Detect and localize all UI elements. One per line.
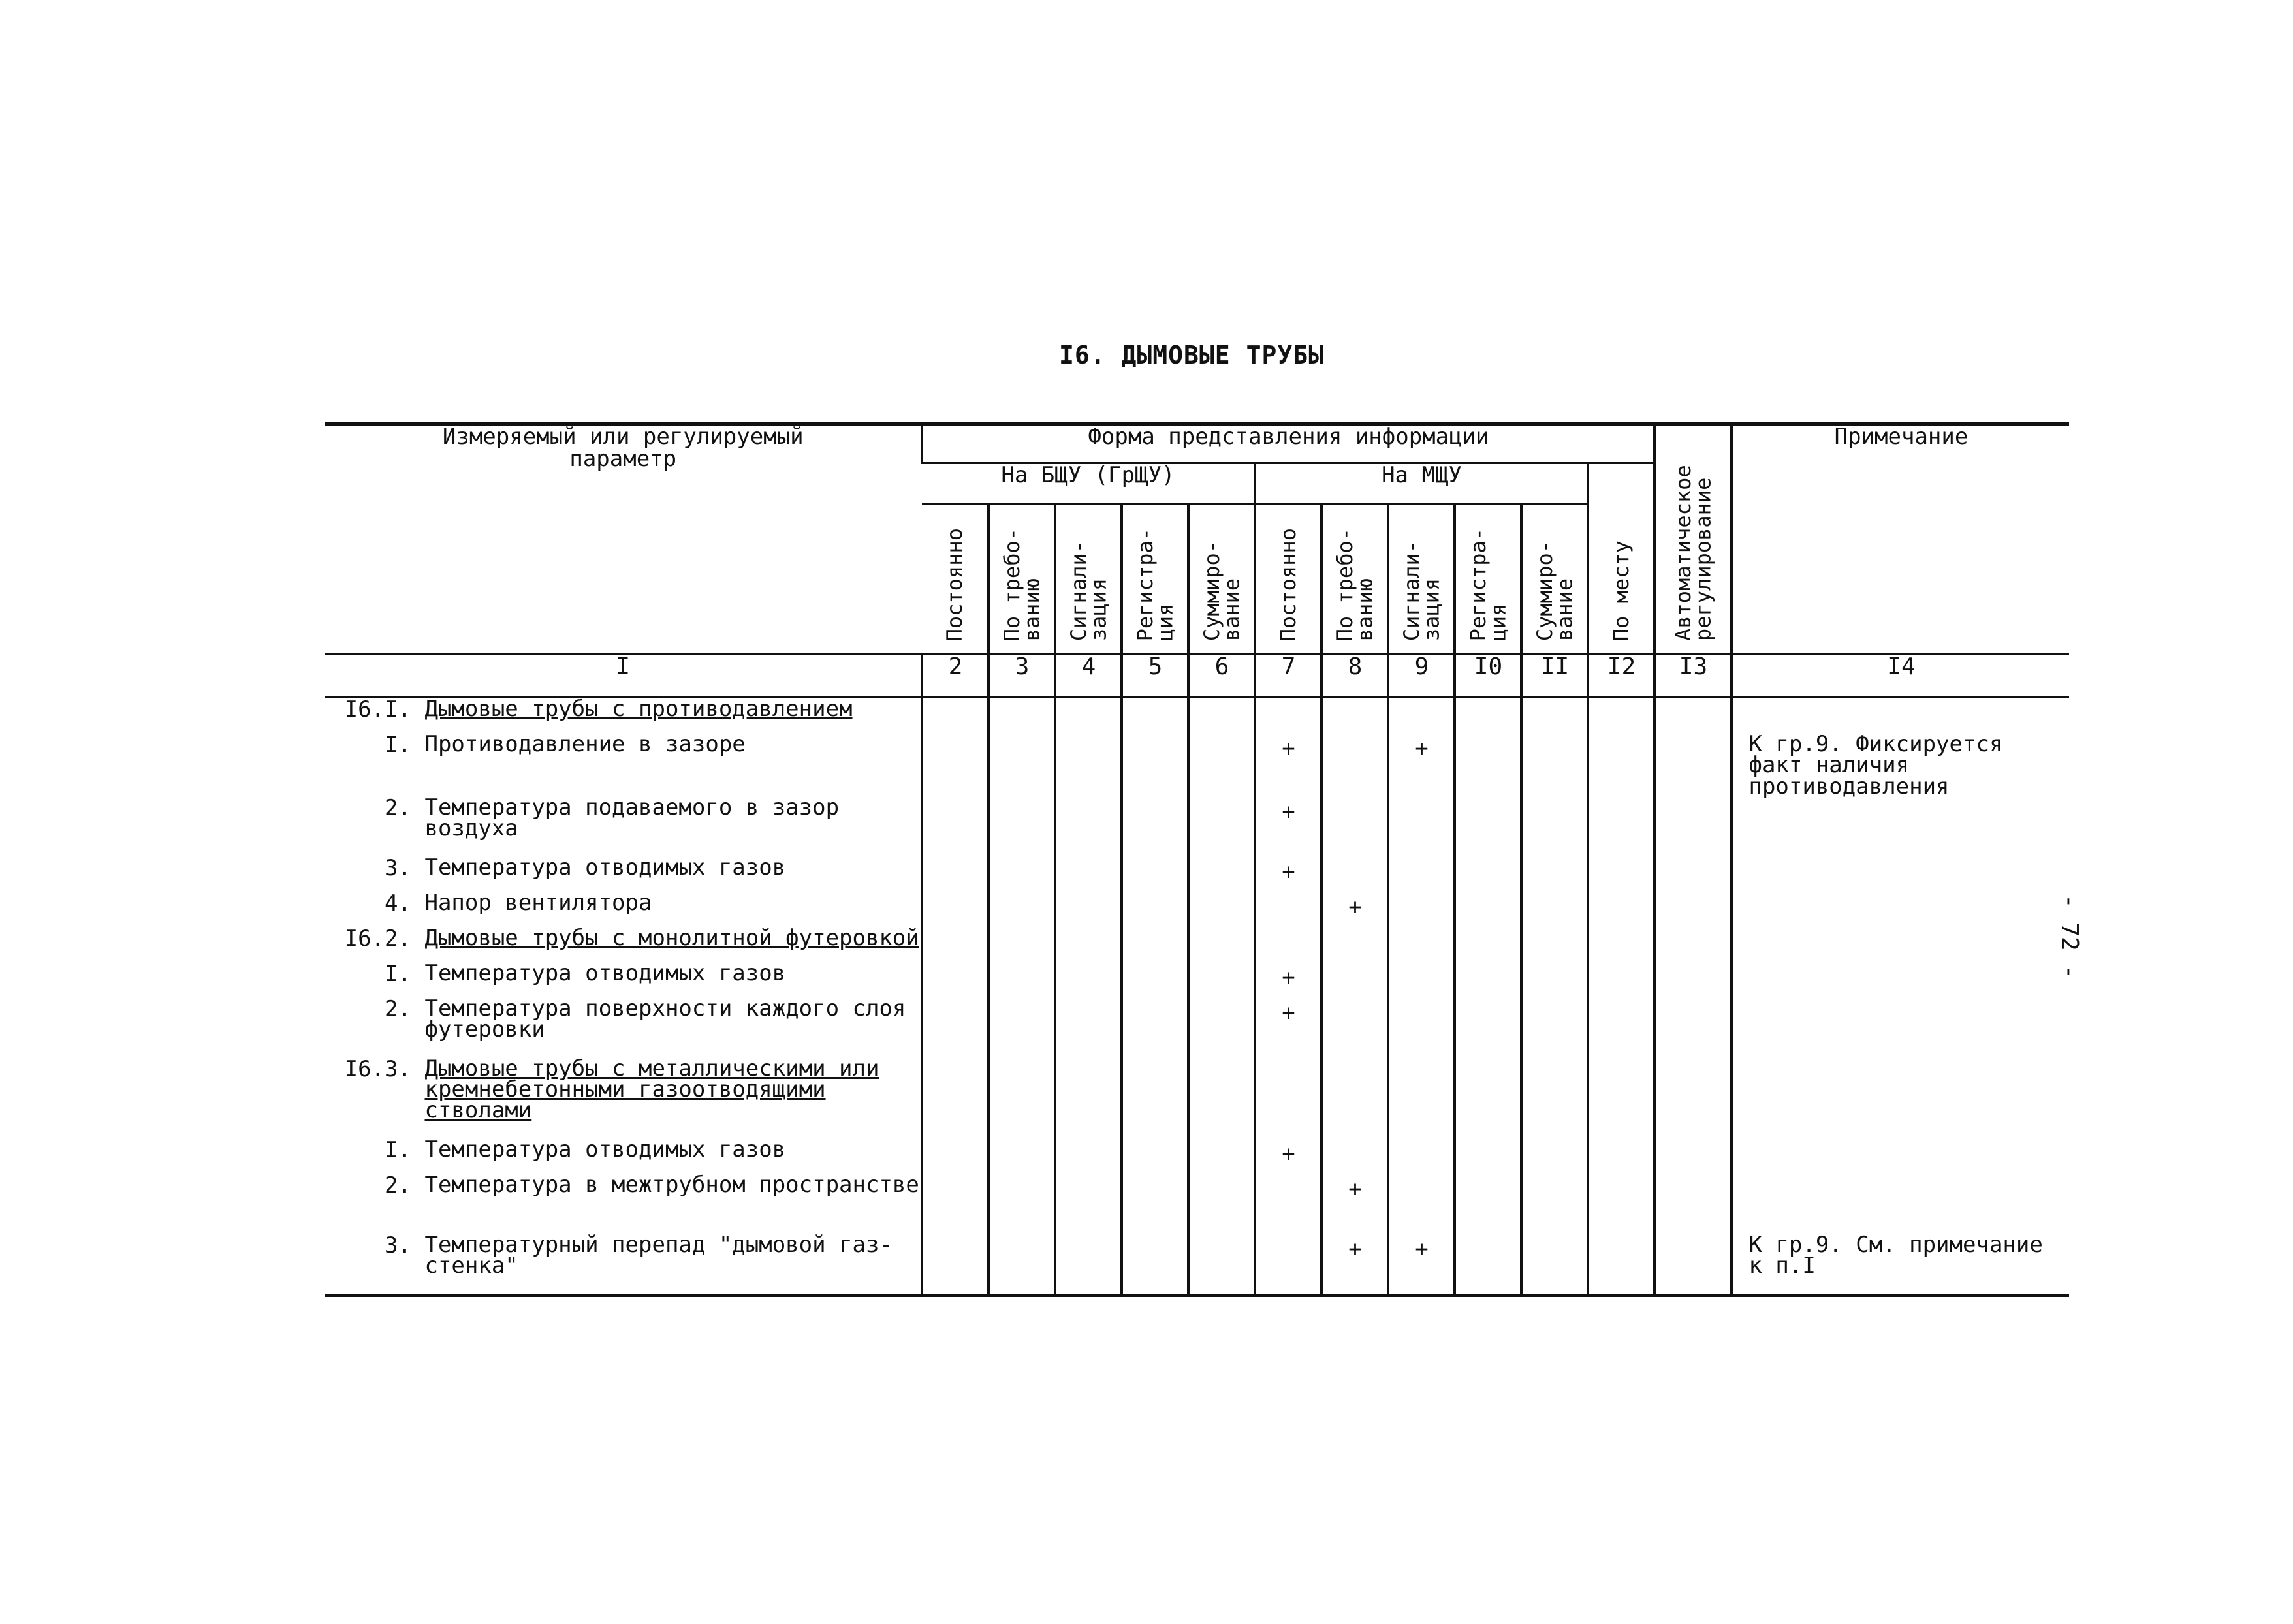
mark-cell bbox=[1521, 857, 1588, 892]
mark-cell bbox=[988, 797, 1055, 857]
mark-cell bbox=[988, 928, 1055, 963]
column-number: 9 bbox=[1388, 654, 1455, 697]
item-number: I6.2. bbox=[344, 925, 411, 952]
column-number: I3 bbox=[1654, 654, 1732, 697]
mark-cell bbox=[1654, 892, 1732, 928]
mark-cell bbox=[922, 857, 988, 892]
mark-cell bbox=[1588, 892, 1654, 928]
mark-cell bbox=[922, 1174, 988, 1234]
parameter-table bbox=[325, 422, 2069, 1297]
parameter-cell bbox=[325, 1055, 922, 1139]
mark-cell bbox=[1055, 797, 1122, 857]
mark-cell bbox=[1055, 1174, 1122, 1234]
parameter-name: Напор вентилятора bbox=[424, 889, 652, 916]
mark-cell bbox=[1188, 1174, 1255, 1234]
section-row bbox=[325, 928, 2069, 963]
col-header-registration: Регистра- ция bbox=[1455, 504, 1521, 655]
note-cell bbox=[1732, 1174, 2069, 1234]
col-header-alarm: Сигнали- зация bbox=[1055, 504, 1122, 655]
mark-cell bbox=[1654, 697, 1732, 734]
column-number: I2 bbox=[1588, 654, 1654, 697]
column-number: I0 bbox=[1455, 654, 1521, 697]
mark-cell bbox=[1188, 1139, 1255, 1174]
mark-cell bbox=[1455, 1234, 1521, 1296]
table-body bbox=[325, 697, 2069, 1296]
mark-cell bbox=[1654, 734, 1732, 797]
param-header: Измеряемый или регулируемый параметр bbox=[325, 424, 922, 655]
mark-cell bbox=[922, 928, 988, 963]
mshu-header: На МЩУ bbox=[1255, 463, 1588, 504]
mark-cell bbox=[1455, 998, 1521, 1058]
item-number: I6.3. bbox=[344, 1055, 411, 1082]
mark-cell bbox=[1388, 928, 1455, 963]
mark-cell bbox=[1455, 963, 1521, 998]
mark-cell bbox=[1321, 1139, 1388, 1174]
mark-cell bbox=[1321, 797, 1388, 857]
mark-cell bbox=[1588, 998, 1654, 1058]
bshu-header: На БЩУ (ГрЩУ) bbox=[922, 463, 1255, 504]
mark-cell bbox=[922, 998, 988, 1058]
parameter-cell bbox=[325, 794, 922, 857]
mark-cell bbox=[1055, 963, 1122, 998]
mark-cell bbox=[1188, 734, 1255, 797]
mark-cell bbox=[988, 1234, 1055, 1296]
mark-cell bbox=[1521, 734, 1588, 797]
mark-cell bbox=[1122, 928, 1188, 963]
item-number: 3. bbox=[385, 854, 411, 881]
mark-cell bbox=[1588, 1174, 1654, 1234]
mark-cell bbox=[988, 1174, 1055, 1234]
mark-cell bbox=[922, 697, 988, 734]
parameter-name: Температурный перепад "дымовой газ-стенка" bbox=[424, 1231, 893, 1279]
mark-cell bbox=[1654, 1234, 1732, 1296]
item-number: I6.I. bbox=[344, 696, 411, 723]
note-cell: К гр.9. См. примечание к п.I bbox=[1732, 1234, 2069, 1296]
mark-cell bbox=[1255, 1058, 1321, 1139]
page-number: - 72 - bbox=[2056, 894, 2083, 980]
mark-cell bbox=[1455, 797, 1521, 857]
section-title: Дымовые трубы с металлическими или кремнебетонными газоотводящими стволами bbox=[424, 1055, 879, 1124]
column-number: 6 bbox=[1188, 654, 1255, 697]
parameter-name: Противодавление в зазоре bbox=[424, 731, 746, 757]
mark-cell: + bbox=[1255, 857, 1321, 892]
mark-cell bbox=[1588, 697, 1654, 734]
mark-cell: + bbox=[1321, 892, 1388, 928]
table-row bbox=[325, 797, 2069, 857]
mark-cell bbox=[1455, 1174, 1521, 1234]
mark-cell bbox=[1521, 1174, 1588, 1234]
item-number: 2. bbox=[385, 1172, 411, 1198]
item-number: 3. bbox=[385, 1232, 411, 1258]
mark-cell bbox=[922, 734, 988, 797]
mark-cell bbox=[1388, 998, 1455, 1058]
column-number: 3 bbox=[988, 654, 1055, 697]
note-cell bbox=[1732, 998, 2069, 1058]
mark-cell bbox=[1122, 1234, 1188, 1296]
mark-cell bbox=[1122, 797, 1188, 857]
local-header: По месту bbox=[1588, 463, 1654, 655]
section-row bbox=[325, 697, 2069, 734]
mark-cell bbox=[1055, 892, 1122, 928]
col-header-constant: Постоянно bbox=[922, 504, 988, 655]
column-number: 5 bbox=[1122, 654, 1188, 697]
note-cell bbox=[1732, 928, 2069, 963]
mark-cell bbox=[1188, 998, 1255, 1058]
mark-cell bbox=[1521, 998, 1588, 1058]
item-number: I. bbox=[385, 732, 411, 758]
column-number: 4 bbox=[1055, 654, 1122, 697]
mark-cell bbox=[1588, 928, 1654, 963]
mark-cell bbox=[1455, 734, 1521, 797]
mark-cell bbox=[988, 1139, 1055, 1174]
table-row bbox=[325, 1174, 2069, 1234]
mark-cell bbox=[922, 1139, 988, 1174]
mark-cell bbox=[1388, 1139, 1455, 1174]
mark-cell bbox=[1188, 797, 1255, 857]
mark-cell: + bbox=[1255, 797, 1321, 857]
mark-cell bbox=[1388, 797, 1455, 857]
mark-cell bbox=[1521, 1234, 1588, 1296]
mark-cell bbox=[1122, 697, 1188, 734]
mark-cell bbox=[1388, 857, 1455, 892]
parameter-cell bbox=[325, 697, 922, 734]
table-row bbox=[325, 1139, 2069, 1174]
parameter-name: Температура поверхности каждого слоя футеровки bbox=[424, 995, 906, 1043]
mark-cell bbox=[1055, 998, 1122, 1058]
mark-cell bbox=[988, 998, 1055, 1058]
auto-regulation-header: Автоматическое регулирование bbox=[1654, 424, 1732, 655]
note-cell bbox=[1732, 1058, 2069, 1139]
table-row bbox=[325, 892, 2069, 928]
mark-cell bbox=[1388, 1058, 1455, 1139]
note-header: Примечание bbox=[1732, 424, 2069, 655]
mark-cell bbox=[1055, 857, 1122, 892]
mark-cell bbox=[922, 892, 988, 928]
column-number-row bbox=[325, 654, 2069, 697]
mark-cell bbox=[988, 892, 1055, 928]
mark-cell bbox=[1588, 1139, 1654, 1174]
mark-cell bbox=[1654, 1139, 1732, 1174]
mark-cell bbox=[922, 963, 988, 998]
col-header-on-demand: По требо- ванию bbox=[988, 504, 1055, 655]
mark-cell bbox=[1122, 963, 1188, 998]
mark-cell bbox=[1321, 998, 1388, 1058]
mark-cell bbox=[1321, 928, 1388, 963]
parameter-cell bbox=[325, 1171, 922, 1234]
mark-cell bbox=[922, 797, 988, 857]
mark-cell bbox=[1122, 734, 1188, 797]
mark-cell bbox=[1321, 857, 1388, 892]
parameter-name: Температура отводимых газов bbox=[424, 960, 786, 986]
table-row bbox=[325, 734, 2069, 797]
mark-cell bbox=[1654, 963, 1732, 998]
parameter-name: Температура в межтрубном пространстве bbox=[424, 1171, 919, 1198]
note-cell bbox=[1732, 697, 2069, 734]
column-number: II bbox=[1521, 654, 1588, 697]
mark-cell bbox=[1588, 1058, 1654, 1139]
mark-cell bbox=[1521, 928, 1588, 963]
mark-cell bbox=[1122, 1174, 1188, 1234]
mark-cell: + bbox=[1388, 734, 1455, 797]
mark-cell bbox=[1321, 734, 1388, 797]
section-title: Дымовые трубы с монолитной футеровкой bbox=[424, 924, 919, 951]
mark-cell bbox=[1055, 1058, 1122, 1139]
mark-cell bbox=[1122, 857, 1188, 892]
mark-cell bbox=[1654, 1174, 1732, 1234]
mark-cell bbox=[1122, 998, 1188, 1058]
mark-cell: + bbox=[1255, 1139, 1321, 1174]
mark-cell bbox=[1388, 963, 1455, 998]
mark-cell bbox=[1055, 1234, 1122, 1296]
mark-cell bbox=[1588, 857, 1654, 892]
item-number: 2. bbox=[385, 794, 411, 821]
mark-cell: + bbox=[1388, 1234, 1455, 1296]
mark-cell bbox=[988, 734, 1055, 797]
note-cell bbox=[1732, 857, 2069, 892]
col-header-on-demand: По требо- ванию bbox=[1321, 504, 1388, 655]
page-title: I6. ДЫМОВЫЕ ТРУБЫ bbox=[1059, 341, 1324, 369]
mark-cell bbox=[1255, 892, 1321, 928]
mark-cell bbox=[988, 963, 1055, 998]
mark-cell bbox=[1122, 892, 1188, 928]
mark-cell bbox=[1055, 928, 1122, 963]
table-row bbox=[325, 1234, 2069, 1296]
mark-cell bbox=[1654, 998, 1732, 1058]
mark-cell bbox=[1521, 797, 1588, 857]
parameter-cell bbox=[325, 960, 922, 998]
col-header-summation: Суммиро- вание bbox=[1188, 504, 1255, 655]
form-header: Форма представления информации bbox=[922, 424, 1654, 463]
mark-cell bbox=[1588, 1234, 1654, 1296]
mark-cell bbox=[1055, 1139, 1122, 1174]
col-header-summation: Суммиро- вание bbox=[1521, 504, 1588, 655]
mark-cell bbox=[1055, 697, 1122, 734]
item-number: 4. bbox=[385, 890, 411, 916]
note-cell bbox=[1732, 797, 2069, 857]
mark-cell bbox=[1521, 1139, 1588, 1174]
mark-cell bbox=[1188, 697, 1255, 734]
parameter-cell bbox=[325, 924, 922, 963]
column-number: 2 bbox=[922, 654, 988, 697]
mark-cell bbox=[1588, 963, 1654, 998]
mark-cell bbox=[1188, 928, 1255, 963]
mark-cell bbox=[1321, 1058, 1388, 1139]
mark-cell bbox=[1521, 1058, 1588, 1139]
mark-cell bbox=[1654, 1058, 1732, 1139]
mark-cell bbox=[1455, 857, 1521, 892]
column-number: 8 bbox=[1321, 654, 1388, 697]
mark-cell bbox=[1654, 928, 1732, 963]
column-number: I bbox=[325, 654, 922, 697]
mark-cell bbox=[1188, 857, 1255, 892]
mark-cell bbox=[1654, 797, 1732, 857]
table-row bbox=[325, 998, 2069, 1058]
mark-cell bbox=[1654, 857, 1732, 892]
section-title: Дымовые трубы с противодавлением bbox=[424, 696, 853, 722]
mark-cell bbox=[1188, 1058, 1255, 1139]
note-cell: К гр.9. Фиксируется факт наличия противодавления bbox=[1732, 734, 2069, 797]
parameter-cell bbox=[325, 731, 922, 797]
section-row bbox=[325, 1058, 2069, 1139]
parameter-cell bbox=[325, 995, 922, 1058]
mark-cell: + bbox=[1255, 963, 1321, 998]
item-number: I. bbox=[385, 1136, 411, 1163]
note-cell bbox=[1732, 963, 2069, 998]
parameter-cell bbox=[325, 1231, 922, 1296]
mark-cell bbox=[1122, 1058, 1188, 1139]
mark-cell bbox=[922, 1234, 988, 1296]
mark-cell bbox=[1188, 892, 1255, 928]
mark-cell bbox=[1388, 892, 1455, 928]
mark-cell: + bbox=[1255, 998, 1321, 1058]
mark-cell bbox=[988, 857, 1055, 892]
mark-cell bbox=[1255, 1234, 1321, 1296]
parameter-cell bbox=[325, 889, 922, 928]
mark-cell bbox=[1588, 797, 1654, 857]
mark-cell bbox=[1455, 1139, 1521, 1174]
mark-cell: + bbox=[1321, 1234, 1388, 1296]
mark-cell bbox=[1455, 892, 1521, 928]
parameter-name: Температура отводимых газов bbox=[424, 1136, 786, 1163]
column-number: 7 bbox=[1255, 654, 1321, 697]
table-row bbox=[325, 963, 2069, 998]
mark-cell bbox=[1521, 697, 1588, 734]
mark-cell bbox=[988, 697, 1055, 734]
parameter-cell bbox=[325, 854, 922, 892]
mark-cell bbox=[1388, 697, 1455, 734]
mark-cell bbox=[922, 1058, 988, 1139]
note-cell bbox=[1732, 1139, 2069, 1174]
parameter-name: Температура отводимых газов bbox=[424, 854, 786, 881]
mark-cell bbox=[1255, 928, 1321, 963]
mark-cell bbox=[1188, 1234, 1255, 1296]
mark-cell: + bbox=[1321, 1174, 1388, 1234]
item-number: I. bbox=[385, 960, 411, 987]
mark-cell bbox=[1455, 928, 1521, 963]
col-header-constant: Постоянно bbox=[1255, 504, 1321, 655]
item-number: 2. bbox=[385, 995, 411, 1022]
col-header-alarm: Сигнали- зация bbox=[1388, 504, 1455, 655]
mark-cell bbox=[1455, 1058, 1521, 1139]
mark-cell bbox=[1388, 1174, 1455, 1234]
col-header-registration: Регистра- ция bbox=[1122, 504, 1188, 655]
mark-cell bbox=[1122, 1139, 1188, 1174]
mark-cell: + bbox=[1255, 734, 1321, 797]
mark-cell bbox=[1521, 892, 1588, 928]
mark-cell bbox=[1321, 963, 1388, 998]
mark-cell bbox=[1188, 963, 1255, 998]
mark-cell bbox=[1321, 697, 1388, 734]
mark-cell bbox=[1455, 697, 1521, 734]
note-cell bbox=[1732, 892, 2069, 928]
mark-cell bbox=[1055, 734, 1122, 797]
column-number: I4 bbox=[1732, 654, 2069, 697]
mark-cell bbox=[1521, 963, 1588, 998]
mark-cell bbox=[1255, 697, 1321, 734]
mark-cell bbox=[1588, 734, 1654, 797]
mark-cell bbox=[1255, 1174, 1321, 1234]
table-row bbox=[325, 857, 2069, 892]
parameter-name: Температура подаваемого в зазор воздуха bbox=[424, 794, 840, 842]
mark-cell bbox=[988, 1058, 1055, 1139]
parameter-cell bbox=[325, 1136, 922, 1174]
